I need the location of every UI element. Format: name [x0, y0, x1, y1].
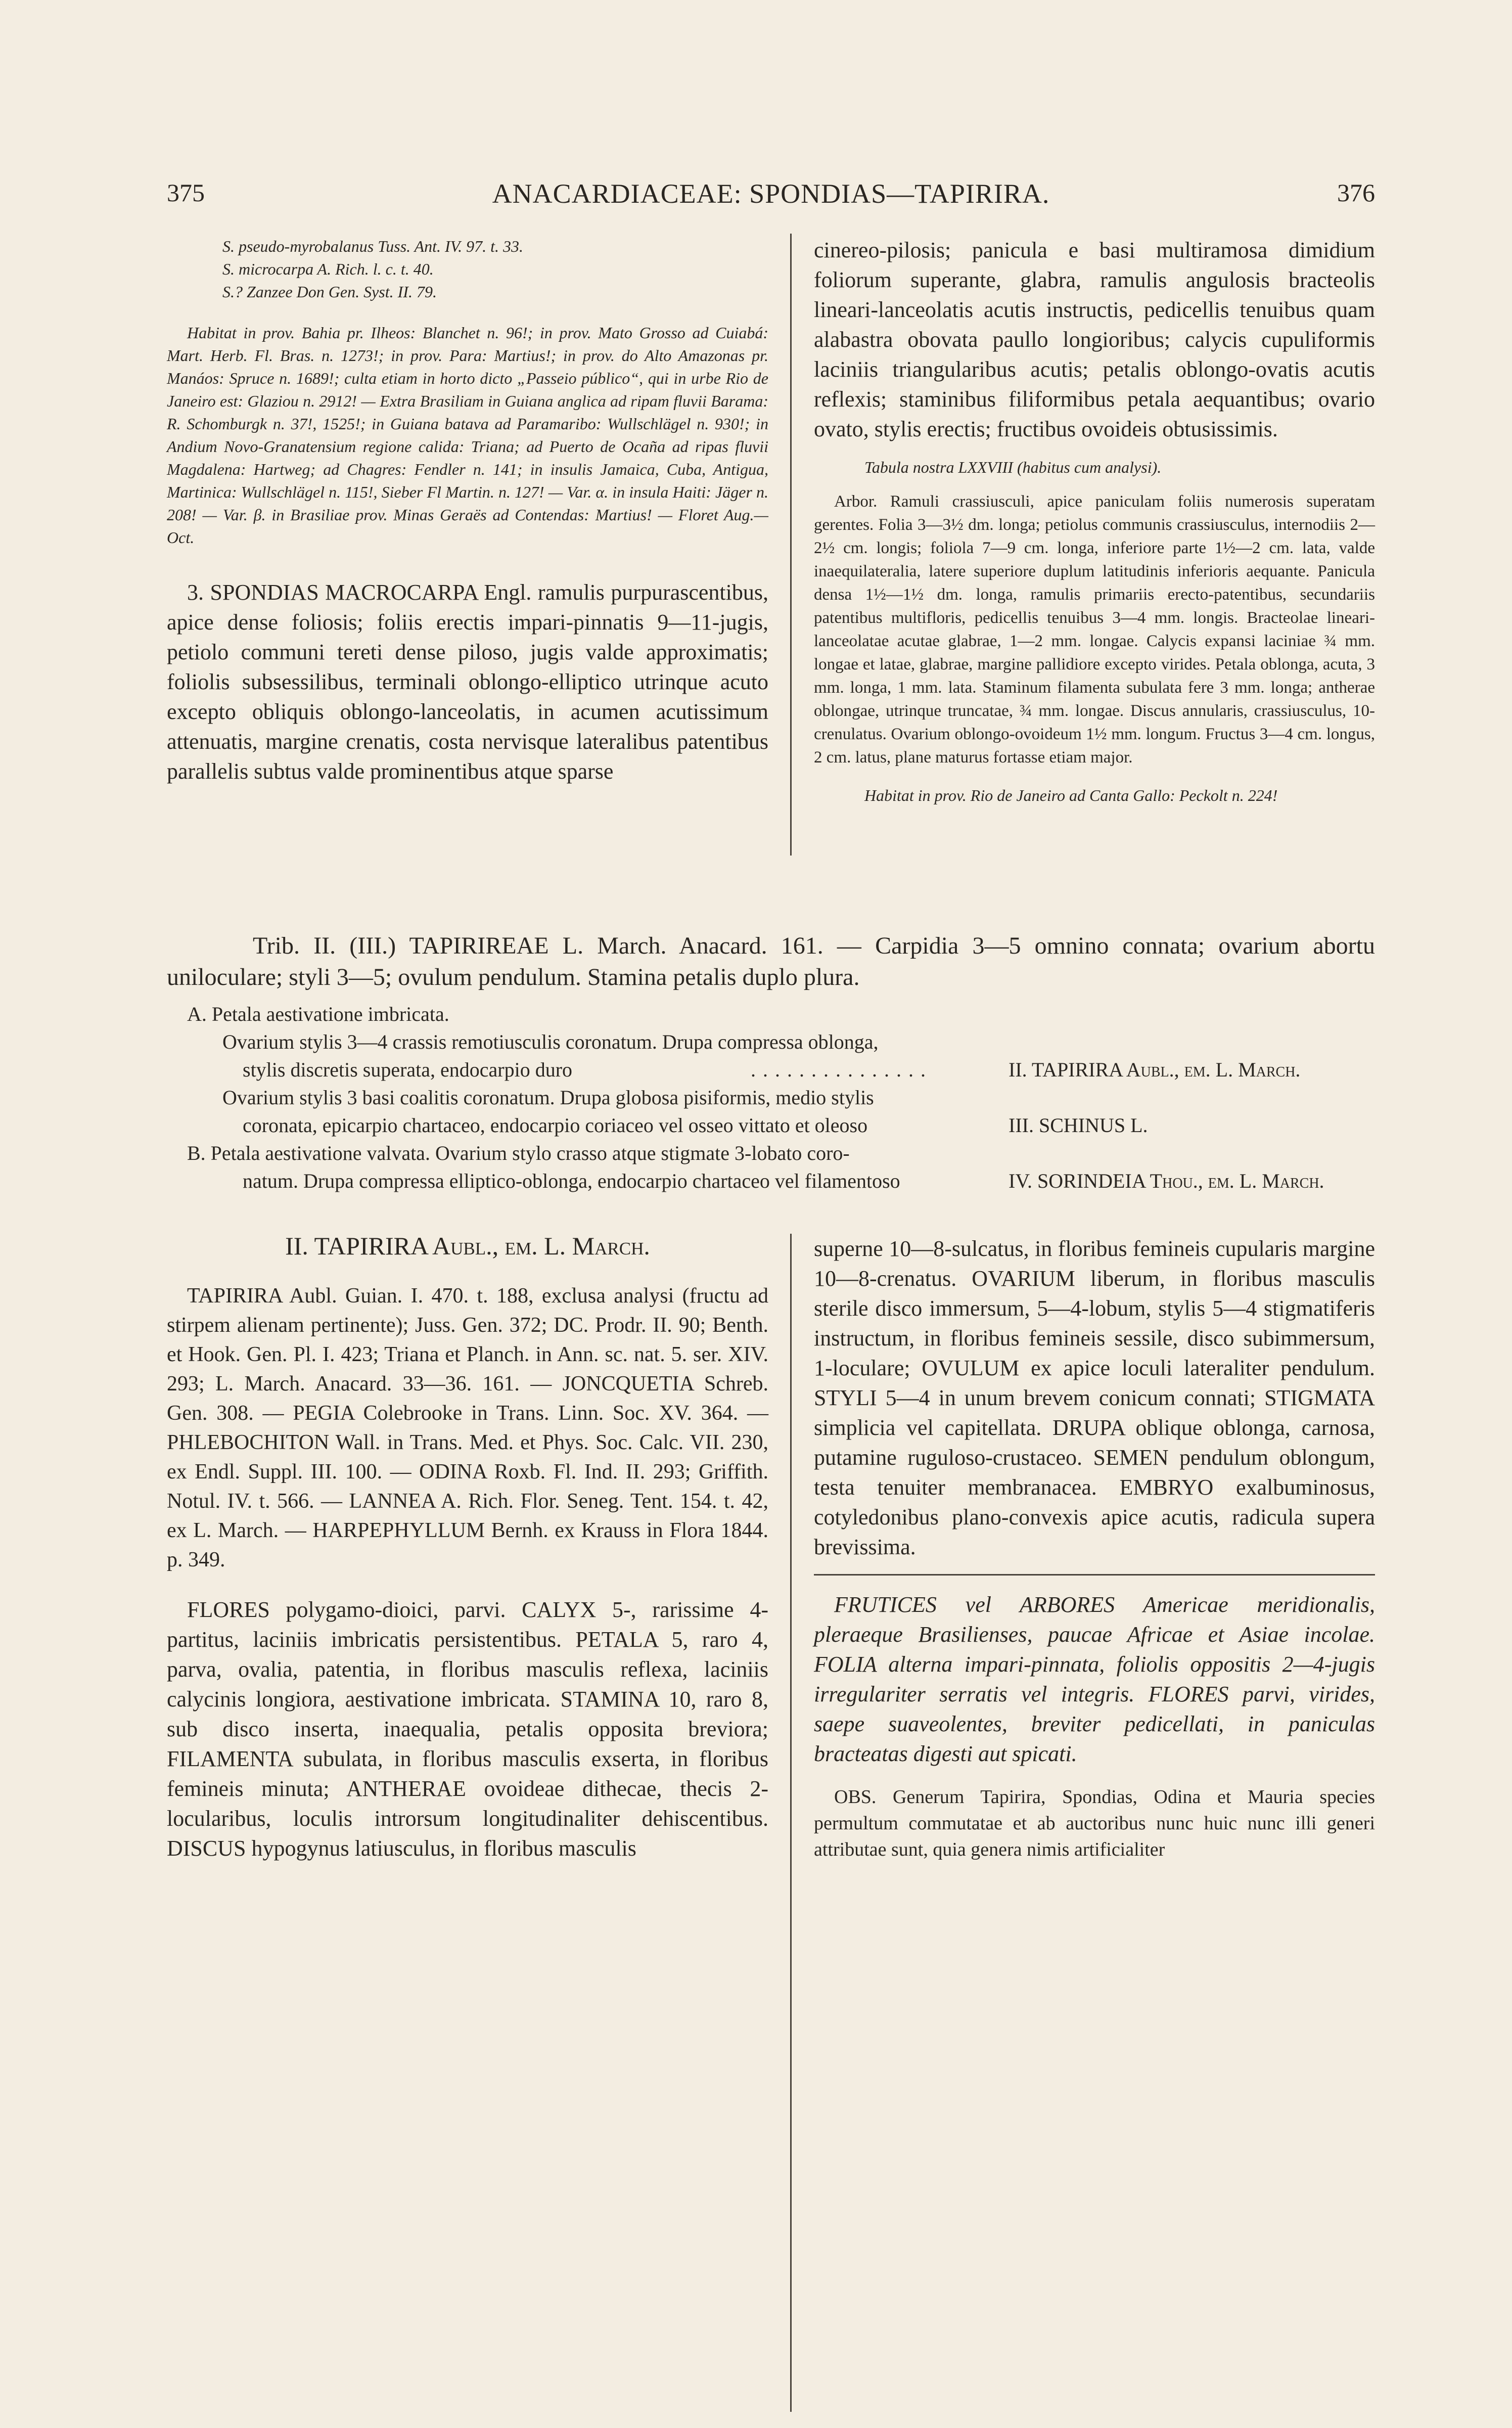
key-row: B. Petala aestivatione valvata. Ovarium stylo crasso atque stigmate 3-lobato coro- [187, 1142, 850, 1164]
column-divider [790, 234, 792, 856]
synonym-line: S. microcarpa A. Rich. l. c. t. 40. [222, 260, 434, 278]
key-row: A. Petala aestivatione imbricata. [187, 1003, 449, 1025]
page-number-left: 375 [167, 178, 205, 207]
bottom-right-column [814, 1234, 1375, 1863]
genus-key [167, 930, 1375, 1195]
key-rows [167, 1000, 1375, 1195]
key-row: Ovarium stylis 3—4 crassis remotiusculis coronatum. Drupa compressa oblonga, [222, 1030, 879, 1053]
key-row: natum. Drupa compressa elliptico-oblonga, endocarpio chartaceo vel filamentoso IV. SORINDEIA Thou., em. L. March. [243, 1170, 1324, 1192]
key-row: coronata, epicarpio chartaceo, endocarpio coriaceo vel osseo vittato et oleoso III. SCHINUS L. [243, 1114, 1148, 1137]
top-left-column [167, 235, 768, 786]
arbor-description: Arbor. Ramuli crassiusculi, apice paniculam foliis numerosis superatam gerentes. Folia 3—3½ dm. longa; petiolus communis crassiusculus, internodiis 2—2½ cm. longis; foliola 7—9 cm. longa, inferiore parte 1½—2 cm. lata, valde inaequilateralia, latere superiore duplum latitudinis inferioris aequante. Panicula densa 1½—1½ dm. longa, ramulis primariis erecto-patentibus, secundariis patentibus multifloris, pedicellis tenuibus 3—4 mm. longis. Bracteolae lineari-lanceolatae acutae glabrae, 1—2 mm. longae. Calycis expansi laciniae ¾ mm. longae et latae, glabrae, margine pallidiore excepto virides. Petala oblonga, acuta, 3 mm. longa, 1 mm. lata. Staminum filamenta subulata fere 3 mm. longa; antherae oblongae, utrinque truncatae, ¾ mm. longae. Discus annularis, crassiusculus, 10-crenulatus. Ovarium oblongo-ovoideum 1½ mm. longum. Fructus 3—4 cm. longus, 2 cm. latus, plane maturus fortasse etiam major. [814, 492, 1375, 767]
synonym-line: S.? Zanzee Don Gen. Syst. II. 79. [222, 283, 437, 301]
top-right-column [814, 235, 1375, 807]
species-description: 3. SPONDIAS MACROCARPA Engl. ramulis purpurascentibus, apice dense foliosis; foliis erectis impari-pinnatis 9—11-jugis, petiolo communi tereti dense piloso, jugis valde approximatis; foliolis subsessilibus, terminali oblongo-elliptico utrinque acuto excepto obliquis oblongo-lanceolatis, in acumen acutissimum attenuatis, margine crenatis, costa nervisque lateralibus patentibus parallelis subtus valde prominentibus atque sparse [167, 580, 768, 784]
species-description-cont: cinereo-pilosis; panicula e basi multiramosa dimidium foliorum superante, glabra, ramulis angulosis bracteolis lineari-lanceolatis acutis instructis, pedicellis tenuibus quam alabastra obovata paullo longioribus; calycis cupuliformis laciniis triangularibus acutis; petalis oblongo-ovatis acutis reflexis; staminibus filiformibus petala aequantibus; ovario ovato, stylis erectis; fructibus ovoideis obtusissimis. [814, 238, 1375, 441]
observation: OBS. Generum Tapirira, Spondias, Odina et Mauria species permultum commutatae et ab auctoribus nunc huic nunc illi generi attributae sunt, quia genera nimis artificialiter [814, 1786, 1375, 1860]
tabula-note: Tabula nostra LXXVIII (habitus cum analysi). [864, 458, 1162, 476]
key-row: stylis discretis superata, endocarpio duro ............... II. TAPIRIRA Aubl., em. L. March. [243, 1058, 1301, 1081]
running-header [167, 178, 1375, 218]
section-rule [814, 1574, 1375, 1576]
tribe-description: Trib. II. (III.) TAPIRIREAE L. March. Anacard. 161. — Carpidia 3—5 omnino connata; ovarium abortu uniloculare; styli 3—5; ovulum pendulum. Stamina petalis duplo plura. [167, 932, 1375, 991]
genus-description: FLORES polygamo-dioici, parvi. CALYX 5-, rarissime 4-partitus, laciniis imbricatis persistentibus. PETALA 5, raro 4, parva, ovalia, patentia, in floribus masculis reflexa, laciniis calycinis longiora, aestivatione imbricata. STAMINA 10, raro 8, sub disco inserta, inaequalia, petalis opposita breviora; FILAMENTA subulata, in floribus masculis exserta, in floribus femineis minuta; ANTHERAE ovoideae dithecae, thecis 2-locularibus, loculis introrsum longitudinaliter dehiscentibus. DISCUS hypogynus latiusculus, in floribus masculis [167, 1597, 768, 1861]
synonym-list [167, 235, 768, 303]
genus-heading: II. TAPIRIRA Aubl., em. L. March. [285, 1232, 650, 1260]
column-divider [790, 1234, 792, 2412]
key-row: Ovarium stylis 3 basi coalitis coronatum. Drupa globosa pisiformis, medio stylis [222, 1086, 874, 1109]
page-number-right: 376 [1337, 178, 1375, 207]
genus-description-cont: superne 10—8-sulcatus, in floribus femineis cupularis margine 10—8-crenatus. OVARIUM liberum, in floribus masculis sterile disco immersum, 5—4-lobum, stylis 5—4 stigmatiferis instructum, in floribus femineis sessile, disco subimmersum, 1-loculare; OVULUM ex apice loculi lateraliter pendulum. STYLI 5—4 in unum brevem conicum connati; STIGMATA simplicia vel capitellata. DRUPA oblique oblonga, carnosa, putamine ruguloso-crustaceo. SEMEN pendulum oblongum, testa tenuiter membranacea. EMBRYO exalbuminosus, cotyledonibus plano-convexis apice acutis, radicula supera brevissima. [814, 1236, 1375, 1559]
running-title: ANACARDIACEAE: SPONDIAS—TAPIRIRA. [492, 178, 1050, 209]
bottom-left-column [167, 1231, 768, 1863]
habitat-line: Habitat in prov. Rio de Janeiro ad Canta Gallo: Peckolt n. 224! [864, 786, 1278, 804]
genus-synonymy: TAPIRIRA Aubl. Guian. I. 470. t. 188, exclusa analysi (fructu ad stirpem alienam pertinente); Juss. Gen. 372; DC. Prodr. II. 90; Benth. et Hook. Gen. Pl. I. 423; Triana et Planch. in Ann. sc. nat. 5. ser. XIV. 293; L. March. Anacard. 33—36. 161. — JONCQUETIA Schreb. Gen. 308. — PEGIA Colebrooke in Trans. Linn. Soc. XV. 364. — PHLEBOCHITON Wall. in Trans. Med. et Phys. Soc. Calc. VII. 230, ex Endl. Suppl. III. 100. — ODINA Roxb. Fl. Ind. II. 293; Griffith. Notul. IV. t. 566. — LANNEA A. Rich. Flor. Seneg. Tent. 154. t. 42, ex L. March. — HARPEPHYLLUM Bernh. ex Krauss in Flora 1844. p. 349. [167, 1284, 768, 1571]
synonym-line: S. pseudo-myrobalanus Tuss. Ant. IV. 97. t. 33. [222, 237, 523, 255]
genus-habit: FRUTICES vel ARBORES Americae meridionalis, pleraeque Brasilienses, paucae Africae et Asiae incolae. FOLIA alterna impari-pinnata, foliolis oppositis 2—4-jugis irregulariter serratis vel integris. FLORES parvi, virides, saepe suaveolentes, breviter pedicellati, in paniculas bracteatas digesti aut spicati. [814, 1592, 1375, 1766]
habitat-paragraph: Habitat in prov. Bahia pr. Ilheos: Blanchet n. 96!; in prov. Mato Grosso ad Cuiabá: Mart. Herb. Fl. Bras. n. 1273!; in prov. Para: Martius!; in prov. do Alto Amazonas pr. Manáos: Spruce n. 1689!; culta etiam in horto dicto „Passeio público“, qui in urbe Rio de Janeiro est: Glaziou n. 2912! — Extra Brasiliam in Guiana anglica ad ripam fluvii Barama: R. Schomburgk n. 37!, 1525!; in Guiana batava ad Paramaribo: Wullschlägel n. 930!; in Andium Novo-Granatensium regione calida: Triana; ad Puerto de Ocaña ad ripas fluvii Magdalena: Hartweg; ad Chagres: Fendler n. 141; in insulis Jamaica, Cuba, Antigua, Martinica: Wullschlägel n. 115!, Sieber Fl Martin. n. 127! — Var. α. in insula Haiti: Jäger n. 208! — Var. β. in Brasiliae prov. Minas Geraës ad Contendas: Martius! — Floret Aug.—Oct. [167, 324, 768, 547]
